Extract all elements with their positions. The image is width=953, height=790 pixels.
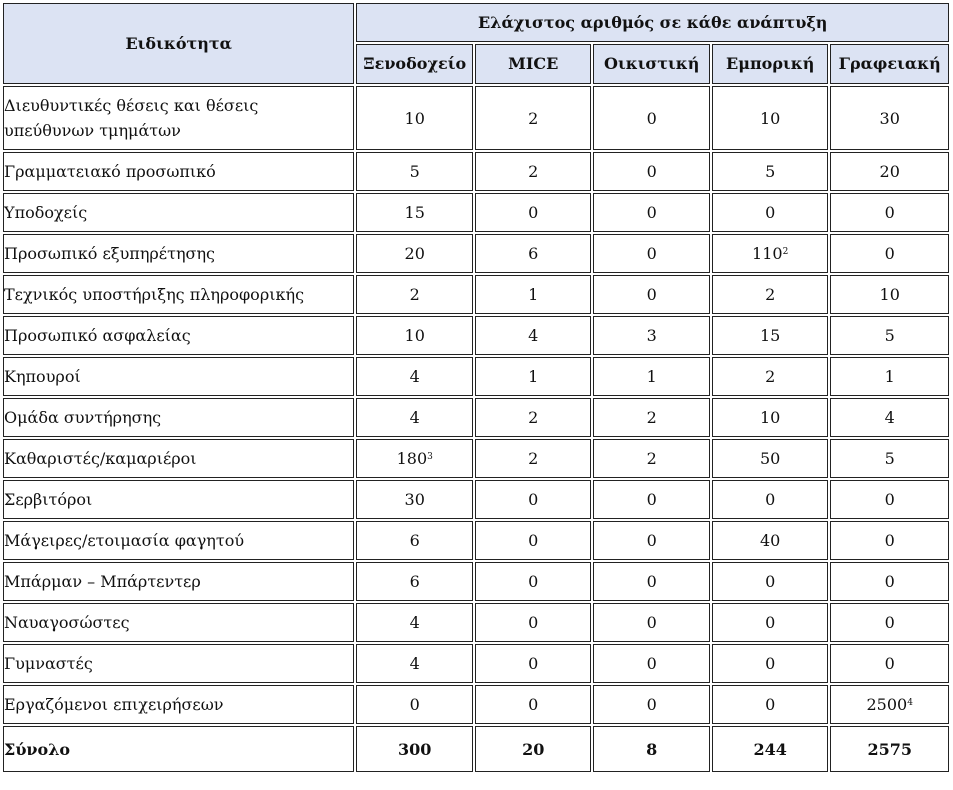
cell-value: 0 [646,108,657,128]
cell-residential [593,193,709,232]
column-header-residential: Οικιστική [593,44,709,84]
table-row [3,439,949,478]
cell-office [830,603,949,642]
cell-value: 0 [884,203,895,222]
cell-value: 15 [404,203,425,222]
cell-value: 0 [528,695,539,714]
row-specialty-label: Προσωπικό ασφαλείας [3,316,354,355]
cell-mice [475,234,591,273]
cell-residential [593,480,709,519]
cell-office [830,357,949,396]
cell-hotel [356,357,472,396]
cell-value: 6 [409,572,420,591]
cell-residential [593,439,709,478]
row-specialty-label: Ναυαγοσώστες [3,603,354,642]
cell-mice [475,398,591,437]
cell-value: 0 [646,531,657,550]
total-label: Σύνολο [3,726,354,772]
cell-value: 5 [409,162,420,181]
cell-value: 4 [409,613,420,632]
cell-commercial [712,86,828,150]
cell-value: 1 [884,367,895,386]
cell-commercial [712,316,828,355]
row-specialty-label: Κηπουροί [3,357,354,396]
table-row [3,193,949,232]
row-specialty-label: Γυμναστές [3,644,354,683]
cell-hotel [356,86,472,150]
total-commercial: 244 [712,726,828,772]
cell-value: 0 [528,203,539,222]
cell-value: 0 [409,695,420,714]
total-office: 2575 [830,726,949,772]
total-row [3,726,949,772]
cell-mice [475,562,591,601]
cell-hotel [356,521,472,560]
cell-value: 0 [528,572,539,591]
cell-value: 0 [528,490,539,509]
cell-value: 6 [528,244,539,263]
cell-value: 0 [884,613,895,632]
cell-value: 20 [404,244,425,263]
cell-office [830,275,949,314]
footnote-marker: 2 [782,247,789,257]
cell-residential [593,275,709,314]
cell-office [830,398,949,437]
table-row [3,685,949,724]
row-specialty-label: Υποδοχείς [3,193,354,232]
minimum-number-header: Ελάχιστος αριθμός σε κάθε ανάπτυξη [356,3,949,42]
cell-value: 0 [765,654,776,673]
cell-office [830,562,949,601]
cell-office [830,521,949,560]
cell-hotel [356,685,472,724]
cell-value: 0 [765,490,776,509]
cell-value: 180 [396,449,428,468]
cell-value: 0 [646,244,657,263]
cell-value: 5 [765,162,776,181]
table-row [3,86,949,150]
cell-commercial [712,234,828,273]
cell-value: 110 [752,244,783,263]
cell-residential [593,234,709,273]
cell-office [830,439,949,478]
cell-value: 4 [409,654,420,673]
cell-hotel [356,603,472,642]
row-specialty-label: Γραμματειακό προσωπικό [3,152,354,191]
table-row [3,644,949,683]
table-row [3,152,949,191]
specialty-header: Ειδικότητα [3,3,354,84]
staff-requirements-table [1,1,951,774]
cell-mice [475,275,591,314]
cell-value: 20 [879,162,900,181]
footnote-marker: 3 [427,452,433,462]
cell-residential [593,357,709,396]
cell-residential [593,562,709,601]
cell-office [830,480,949,519]
cell-commercial [712,603,828,642]
cell-value: 0 [884,654,895,673]
cell-mice [475,193,591,232]
table-row [3,398,949,437]
cell-value: 2500 [866,695,908,714]
table-row [3,480,949,519]
row-specialty-label: Ομάδα συντήρησης [3,398,354,437]
cell-residential [593,685,709,724]
cell-office [830,316,949,355]
cell-hotel [356,480,472,519]
cell-commercial [712,685,828,724]
total-hotel: 300 [356,726,472,772]
cell-value: 50 [760,449,781,468]
cell-value: 4 [528,326,539,345]
cell-value: 0 [765,695,776,714]
cell-value: 0 [765,613,776,632]
row-specialty-label: Μπάρμαν – Μπάρτεντερ [3,562,354,601]
cell-value: 5 [884,326,895,345]
table-row [3,234,949,273]
cell-value: 4 [409,408,420,427]
cell-value: 2 [528,162,539,181]
cell-value: 0 [646,203,657,222]
cell-value: 0 [884,490,895,509]
cell-value: 0 [646,490,657,509]
cell-value: 0 [528,654,539,673]
total-mice: 20 [475,726,591,772]
total-residential: 8 [593,726,709,772]
column-header-office: Γραφειακή [830,44,949,84]
cell-mice [475,439,591,478]
row-specialty-label: Καθαριστές/καμαριέροι [3,439,354,478]
footnote-marker: 4 [907,698,913,708]
cell-value: 2 [765,285,776,304]
cell-value: 2 [409,285,420,304]
cell-value: 6 [409,531,420,550]
cell-value: 10 [879,285,900,304]
cell-commercial [712,275,828,314]
cell-office [830,152,949,191]
cell-residential [593,152,709,191]
cell-hotel [356,644,472,683]
cell-value: 5 [884,449,895,468]
cell-value: 4 [884,408,895,427]
cell-hotel [356,234,472,273]
cell-commercial [712,480,828,519]
cell-mice [475,152,591,191]
cell-value: 10 [760,408,781,427]
cell-residential [593,644,709,683]
cell-mice [475,316,591,355]
cell-hotel [356,275,472,314]
cell-office [830,193,949,232]
cell-value: 4 [409,367,420,386]
table-row [3,521,949,560]
cell-value: 1 [528,285,539,304]
cell-value: 0 [528,531,539,550]
cell-hotel [356,562,472,601]
row-specialty-label: Σερβιτόροι [3,480,354,519]
cell-value: 15 [760,326,781,345]
cell-commercial [712,562,828,601]
cell-value: 0 [646,162,657,181]
table-body [3,86,949,772]
cell-value: 2 [646,408,657,427]
table-row [3,275,949,314]
cell-residential [593,521,709,560]
row-specialty-label: Τεχνικός υποστήριξης πληροφορικής [3,275,354,314]
column-header-commercial: Εμπορική [712,44,828,84]
cell-value: 10 [404,108,425,128]
cell-hotel [356,316,472,355]
column-header-mice: MICE [475,44,591,84]
row-specialty-label: Μάγειρες/ετοιμασία φαγητού [3,521,354,560]
cell-value: 0 [646,654,657,673]
cell-mice [475,357,591,396]
table-row [3,562,949,601]
cell-value: 3 [646,326,657,345]
cell-hotel [356,398,472,437]
cell-value: 0 [765,203,776,222]
cell-commercial [712,357,828,396]
cell-value: 0 [884,531,895,550]
cell-value: 2 [528,408,539,427]
cell-office [830,644,949,683]
cell-value: 0 [884,572,895,591]
cell-mice [475,685,591,724]
cell-office [830,685,949,724]
row-specialty-label: Προσωπικό εξυπηρέτησης [3,234,354,273]
cell-residential [593,86,709,150]
cell-commercial [712,439,828,478]
cell-mice [475,603,591,642]
cell-value: 0 [646,285,657,304]
cell-residential [593,398,709,437]
cell-value: 0 [646,613,657,632]
table-row [3,357,949,396]
cell-office [830,86,949,150]
table-row [3,603,949,642]
cell-commercial [712,398,828,437]
cell-value: 10 [404,326,425,345]
cell-value: 0 [646,695,657,714]
table-row [3,316,949,355]
column-header-hotel: Ξενοδοχείο [356,44,472,84]
cell-value: 30 [879,108,900,128]
row-specialty-label: Εργαζόμενοι επιχειρήσεων [3,685,354,724]
cell-residential [593,603,709,642]
cell-value: 10 [760,108,781,128]
cell-value: 0 [646,572,657,591]
cell-hotel [356,439,472,478]
cell-office [830,234,949,273]
cell-value: 1 [528,367,539,386]
cell-hotel [356,152,472,191]
cell-value: 0 [528,613,539,632]
cell-value: 2 [528,449,539,468]
cell-value: 2 [646,449,657,468]
cell-value: 30 [404,490,425,509]
cell-commercial [712,521,828,560]
cell-mice [475,521,591,560]
cell-value: 0 [884,244,895,263]
cell-value: 0 [765,572,776,591]
cell-value: 1 [646,367,657,386]
cell-commercial [712,152,828,191]
row-specialty-label: Διευθυντικές θέσεις και θέσεις υπεύθυνων τμημάτων [3,86,354,150]
cell-mice [475,480,591,519]
cell-commercial [712,193,828,232]
cell-residential [593,316,709,355]
cell-value: 2 [765,367,776,386]
cell-mice [475,644,591,683]
cell-value: 40 [760,531,781,550]
cell-value: 2 [528,108,539,128]
cell-hotel [356,193,472,232]
cell-mice [475,86,591,150]
cell-commercial [712,644,828,683]
